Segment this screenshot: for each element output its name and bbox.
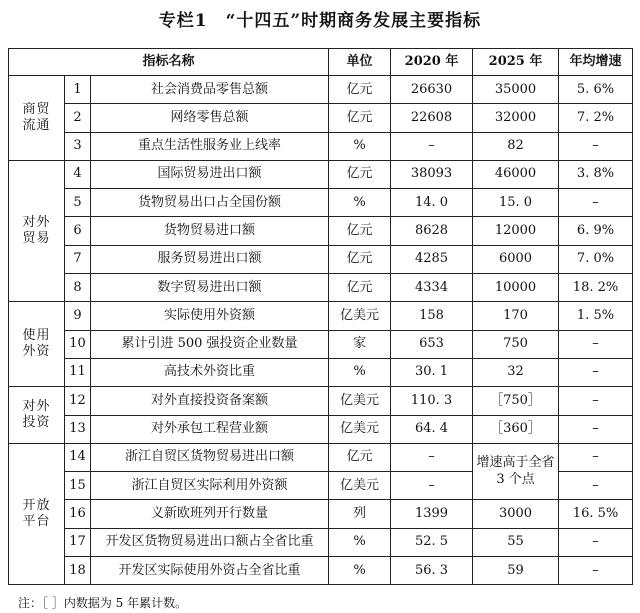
annual-growth: – — [559, 387, 633, 415]
row-number: 13 — [65, 415, 91, 443]
annual-growth: 7. 0% — [559, 245, 633, 273]
row-number: 17 — [65, 528, 91, 556]
unit: % — [329, 358, 391, 386]
row-number: 16 — [65, 500, 91, 528]
value-2020: 1399 — [391, 500, 473, 528]
indicator-name: 货物贸易出口占全国份额 — [91, 189, 329, 217]
value-2025: 59 — [473, 557, 559, 585]
row-number: 5 — [65, 189, 91, 217]
unit: 亿元 — [329, 76, 391, 104]
value-2020: – — [391, 443, 473, 471]
row-number: 2 — [65, 104, 91, 132]
indicator-name: 浙江自贸区货物贸易进出口额 — [91, 443, 329, 471]
row-number: 14 — [65, 443, 91, 471]
value-2020: 4334 — [391, 274, 473, 302]
value-2020: 38093 — [391, 160, 473, 188]
value-2025: 6000 — [473, 245, 559, 273]
value-2025: 46000 — [473, 160, 559, 188]
indicator-name: 数字贸易进出口额 — [91, 274, 329, 302]
indicator-name: 网络零售总额 — [91, 104, 329, 132]
group-label — [9, 443, 65, 584]
row-number: 9 — [65, 302, 91, 330]
row-number: 15 — [65, 472, 91, 500]
indicator-name: 对外承包工程营业额 — [91, 415, 329, 443]
annual-growth: – — [559, 528, 633, 556]
annual-growth: 6. 9% — [559, 217, 633, 245]
value-2020: 26630 — [391, 76, 473, 104]
annual-growth: – — [559, 557, 633, 585]
row-number: 10 — [65, 330, 91, 358]
value-2025: 170 — [473, 302, 559, 330]
unit: 家 — [329, 330, 391, 358]
unit: % — [329, 189, 391, 217]
annual-growth: 16. 5% — [559, 500, 633, 528]
annual-growth: 3. 8% — [559, 160, 633, 188]
value-2020: 158 — [391, 302, 473, 330]
footnote: 注：［ ］内数据为 5 年累计数。 — [18, 596, 188, 610]
row-number: 6 — [65, 217, 91, 245]
indicator-name: 对外直接投资备案额 — [91, 387, 329, 415]
indicator-name: 开发区实际使用外资占全省比重 — [91, 557, 329, 585]
value-2020: 653 — [391, 330, 473, 358]
unit: 亿元 — [329, 160, 391, 188]
annual-growth: – — [559, 415, 633, 443]
header-2025: 2025 年 — [473, 49, 559, 76]
value-2020: 56. 3 — [391, 557, 473, 585]
indicator-name: 重点生活性服务业上线率 — [91, 132, 329, 160]
group-label-text: 开放平台 — [22, 497, 51, 530]
value-2025: 15. 0 — [473, 189, 559, 217]
value-2025: 12000 — [473, 217, 559, 245]
indicator-name: 服务贸易进出口额 — [91, 245, 329, 273]
indicator-name: 社会消费品零售总额 — [91, 76, 329, 104]
value-2020: 14. 0 — [391, 189, 473, 217]
table-row — [9, 76, 633, 104]
annual-growth: – — [559, 330, 633, 358]
annual-growth: 18. 2% — [559, 274, 633, 302]
header-unit: 单位 — [329, 49, 391, 76]
unit: % — [329, 528, 391, 556]
table-row — [9, 132, 633, 160]
annual-growth: – — [559, 358, 633, 386]
table-row — [9, 528, 633, 556]
table-row — [9, 387, 633, 415]
value-2020: – — [391, 132, 473, 160]
indicator-name: 国际贸易进出口额 — [91, 160, 329, 188]
row-number: 18 — [65, 557, 91, 585]
annual-growth: – — [559, 189, 633, 217]
row-number: 8 — [65, 274, 91, 302]
annual-growth: – — [559, 443, 633, 471]
unit: 列 — [329, 500, 391, 528]
indicator-name: 货物贸易进口额 — [91, 217, 329, 245]
value-2025: 10000 — [473, 274, 559, 302]
table-row — [9, 160, 633, 188]
value-2025: 35000 — [473, 76, 559, 104]
unit: 亿元 — [329, 443, 391, 471]
indicator-name: 高技术外资比重 — [91, 358, 329, 386]
table-row — [9, 274, 633, 302]
table-row — [9, 358, 633, 386]
group-label-text: 使用外资 — [22, 328, 51, 360]
unit: 亿美元 — [329, 415, 391, 443]
table-row — [9, 330, 633, 358]
table-row — [9, 189, 633, 217]
table-row — [9, 415, 633, 443]
indicator-table — [8, 48, 633, 585]
annual-growth: 1. 5% — [559, 302, 633, 330]
unit: % — [329, 132, 391, 160]
indicator-name: 累计引进 500 强投资企业数量 — [91, 330, 329, 358]
group-label-text: 对外投资 — [22, 398, 51, 431]
table-row — [9, 302, 633, 330]
value-2020: 110. 3 — [391, 387, 473, 415]
unit: 亿元 — [329, 217, 391, 245]
value-2025: 82 — [473, 132, 559, 160]
table-row — [9, 104, 633, 132]
header-2020: 2020 年 — [391, 49, 473, 76]
group-label-text: 对外贸易 — [22, 214, 51, 247]
indicator-name: 实际使用外资额 — [91, 302, 329, 330]
unit: 亿美元 — [329, 387, 391, 415]
row-number: 7 — [65, 245, 91, 273]
annual-growth: 7. 2% — [559, 104, 633, 132]
row-number: 4 — [65, 160, 91, 188]
table-row — [9, 443, 633, 471]
table-row — [9, 217, 633, 245]
group-label — [9, 76, 65, 161]
value-2025: 750 — [473, 330, 559, 358]
group-label — [9, 160, 65, 301]
indicator-name: 开发区货物贸易进出口额占全省比重 — [91, 528, 329, 556]
value-2025: 32 — [473, 358, 559, 386]
group-label-text: 商贸流通 — [22, 101, 51, 133]
header-growth: 年均增速 — [559, 49, 633, 76]
row-number: 11 — [65, 358, 91, 386]
value-2025: 32000 — [473, 104, 559, 132]
value-2025: 55 — [473, 528, 559, 556]
header-row — [9, 49, 633, 76]
value-2020: 30. 1 — [391, 358, 473, 386]
value-2025: ［750］ — [473, 387, 559, 415]
value-2025: 3000 — [473, 500, 559, 528]
indicator-name: 义新欧班列开行数量 — [91, 500, 329, 528]
value-2020: 22608 — [391, 104, 473, 132]
value-2025: ［360］ — [473, 415, 559, 443]
value-2025: 增速高于全省 3 个点 — [473, 443, 559, 500]
value-2020: 8628 — [391, 217, 473, 245]
unit: 亿美元 — [329, 302, 391, 330]
unit: 亿美元 — [329, 472, 391, 500]
value-2020: 4285 — [391, 245, 473, 273]
table-row — [9, 500, 633, 528]
group-label — [9, 387, 65, 444]
row-number: 1 — [65, 76, 91, 104]
annual-growth: 5. 6% — [559, 76, 633, 104]
unit: 亿元 — [329, 245, 391, 273]
annual-growth: – — [559, 472, 633, 500]
unit: 亿元 — [329, 104, 391, 132]
header-indicator-name: 指标名称 — [9, 49, 329, 76]
row-number: 3 — [65, 132, 91, 160]
group-label — [9, 302, 65, 387]
value-2020: – — [391, 472, 473, 500]
table-row — [9, 557, 633, 585]
indicator-name: 浙江自贸区实际利用外资额 — [91, 472, 329, 500]
unit: 亿元 — [329, 274, 391, 302]
annual-growth: – — [559, 132, 633, 160]
unit: % — [329, 557, 391, 585]
table-title: 专栏1 “十四五”时期商务发展主要指标 — [158, 11, 482, 31]
table-row — [9, 245, 633, 273]
row-number: 12 — [65, 387, 91, 415]
value-2020: 52. 5 — [391, 528, 473, 556]
value-2020: 64. 4 — [391, 415, 473, 443]
